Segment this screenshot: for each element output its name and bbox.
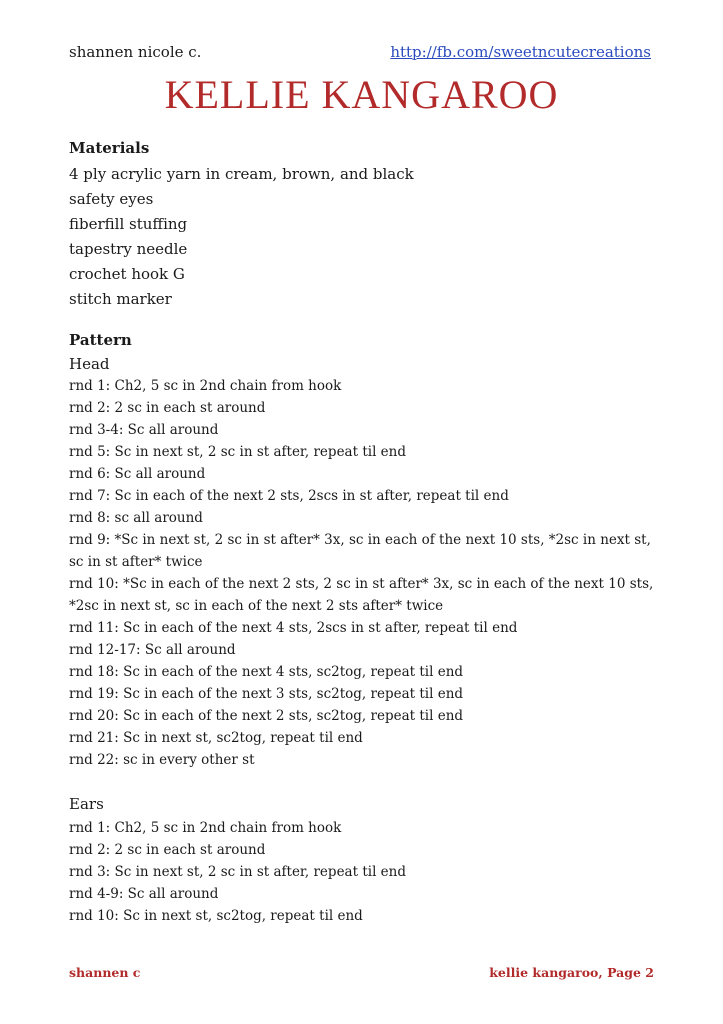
list-item: rnd 12-17: Sc all around: [69, 642, 236, 658]
pattern-heading: Pattern: [69, 331, 132, 349]
list-item: rnd 10: Sc in next st, sc2tog, repeat til end: [69, 908, 363, 924]
list-item: stitch marker: [69, 290, 172, 308]
list-item: rnd 3-4: Sc all around: [69, 422, 219, 438]
list-item: rnd 8: sc all around: [69, 510, 203, 526]
header-link[interactable]: http://fb.com/sweetncutecreations: [390, 43, 651, 61]
list-item: rnd 2: 2 sc in each st around: [69, 400, 266, 416]
header-author: shannen nicole c.: [69, 43, 202, 61]
list-item: rnd 5: Sc in next st, 2 sc in st after, repeat til end: [69, 444, 406, 460]
list-item: rnd 10: *Sc in each of the next 2 sts, 2 sc in st after* 3x, sc in each of the next 10 sts, *2sc in next st, sc in each of the next 2 sts after* twice: [69, 576, 654, 614]
list-item: rnd 21: Sc in next st, sc2tog, repeat til end: [69, 730, 363, 746]
ears-rounds: [69, 817, 664, 927]
list-item: crochet hook G: [69, 265, 185, 283]
list-item: rnd 22: sc in every other st: [69, 752, 255, 768]
list-item: rnd 2: 2 sc in each st around: [69, 842, 266, 858]
list-item: rnd 9: *Sc in next st, 2 sc in st after* 3x, sc in each of the next 10 sts, *2sc in next st, sc in st after* twice: [69, 532, 651, 570]
list-item: rnd 6: Sc all around: [69, 466, 206, 482]
list-item: fiberfill stuffing: [69, 215, 188, 233]
list-item: rnd 7: Sc in each of the next 2 sts, 2scs in st after, repeat til end: [69, 488, 509, 504]
list-item: rnd 20: Sc in each of the next 2 sts, sc2tog, repeat til end: [69, 708, 464, 724]
ears-subheading: Ears: [69, 795, 104, 813]
list-item: 4 ply acrylic yarn in cream, brown, and black: [69, 165, 414, 183]
list-item: safety eyes: [69, 190, 154, 208]
list-item: rnd 3: Sc in next st, 2 sc in st after, repeat til end: [69, 864, 406, 880]
list-item: rnd 18: Sc in each of the next 4 sts, sc2tog, repeat til end: [69, 664, 464, 680]
footer-page-label: kellie kangaroo, Page 2: [489, 965, 654, 980]
head-rounds: [69, 375, 664, 771]
list-item: rnd 1: Ch2, 5 sc in 2nd chain from hook: [69, 378, 342, 394]
head-subheading: Head: [69, 355, 110, 373]
page-title: KELLIE KANGAROO: [164, 72, 559, 117]
list-item: tapestry needle: [69, 240, 188, 258]
materials-heading: Materials: [69, 139, 150, 157]
list-item: rnd 19: Sc in each of the next 3 sts, sc2tog, repeat til end: [69, 686, 464, 702]
materials-list: [69, 162, 669, 312]
list-item: rnd 11: Sc in each of the next 4 sts, 2scs in st after, repeat til end: [69, 620, 518, 636]
footer-author: shannen c: [69, 965, 141, 980]
list-item: rnd 4-9: Sc all around: [69, 886, 219, 902]
list-item: rnd 1: Ch2, 5 sc in 2nd chain from hook: [69, 820, 342, 836]
